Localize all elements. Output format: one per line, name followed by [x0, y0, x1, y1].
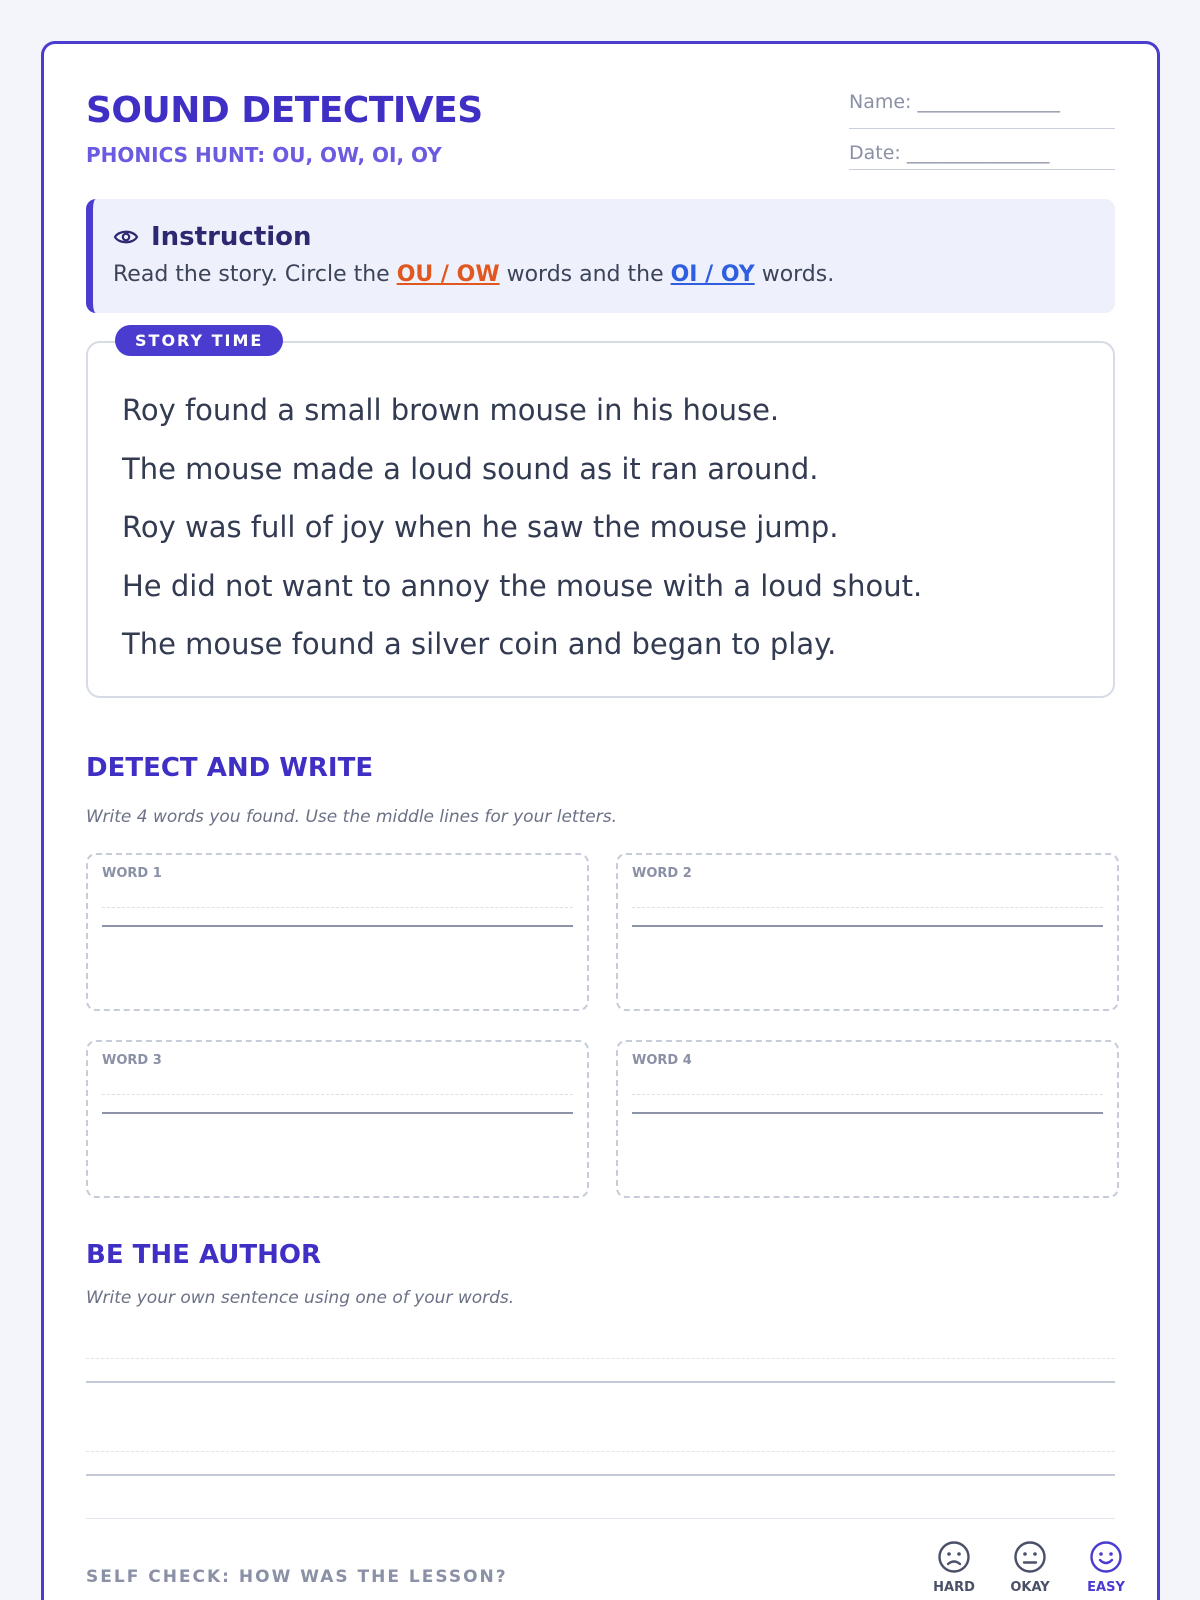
highlight-ou-ow: OU / OW	[396, 262, 500, 287]
story-line[interactable]: The mouse made a loud sound as it ran around.	[122, 451, 819, 486]
story-line[interactable]: Roy found a small brown mouse in his house.	[122, 393, 780, 427]
self-check-easy[interactable]	[1076, 1540, 1136, 1595]
word-label: WORD 2	[632, 866, 692, 881]
story-line[interactable]: Roy was full of joy when he saw the mouse jump.	[122, 510, 839, 544]
footer-divider	[86, 1518, 1115, 1519]
name-date-block	[849, 88, 1115, 170]
author-midline-2	[86, 1451, 1115, 1452]
instruction-text-start: Read the story. Circle the	[113, 262, 397, 287]
worksheet	[41, 41, 1160, 1600]
instruction-title: Instruction	[151, 222, 312, 252]
author-section-subtitle: Write your own sentence using one of your words.	[86, 1288, 515, 1308]
word-midline	[102, 1094, 573, 1095]
word-label: WORD 3	[102, 1053, 162, 1068]
instruction-box	[86, 199, 1115, 313]
date-field[interactable]: Date: _______________	[849, 129, 1115, 170]
highlight-oi-oy: OI / OY	[670, 262, 755, 287]
author-section-title: BE THE AUTHOR	[86, 1240, 321, 1270]
detect-section-subtitle: Write 4 words you found. Use the middle lines for your letters.	[86, 807, 617, 827]
author-writing-line-2[interactable]	[86, 1474, 1115, 1476]
self-check-option-label: HARD	[933, 1580, 975, 1595]
self-check-option-label: EASY	[1087, 1580, 1125, 1595]
author-midline-1	[86, 1358, 1115, 1359]
detect-section-title: DETECT AND WRITE	[86, 753, 374, 783]
word-label: WORD 1	[102, 866, 162, 881]
self-check-okay[interactable]	[1000, 1540, 1060, 1595]
word-label: WORD 4	[632, 1053, 692, 1068]
page-title: SOUND DETECTIVES	[86, 90, 483, 131]
word-baseline	[632, 925, 1103, 927]
eye-icon	[113, 227, 139, 247]
page-subtitle: PHONICS HUNT: OU, OW, OI, OY	[86, 143, 442, 167]
word-midline	[632, 1094, 1103, 1095]
happy-face-icon	[1089, 1540, 1123, 1574]
word-baseline	[632, 1112, 1103, 1114]
word-box-1[interactable]	[86, 853, 589, 1011]
word-baseline	[102, 925, 573, 927]
instruction-text	[113, 262, 1115, 287]
sad-face-icon	[937, 1540, 971, 1574]
story-line[interactable]: The mouse found a silver coin and began to play.	[122, 627, 837, 661]
author-writing-line-1[interactable]	[86, 1381, 1115, 1383]
instruction-text-end: words.	[754, 262, 835, 287]
instruction-text-middle: words and the	[499, 262, 671, 287]
word-box-3[interactable]	[86, 1040, 589, 1198]
self-check-hard[interactable]	[924, 1540, 984, 1595]
neutral-face-icon	[1013, 1540, 1047, 1574]
story-line[interactable]: He did not want to annoy the mouse with a loud shout.	[122, 568, 923, 603]
name-field[interactable]: Name: _______________	[849, 88, 1115, 129]
word-box-2[interactable]	[616, 853, 1119, 1011]
word-midline	[102, 907, 573, 908]
word-midline	[632, 907, 1103, 908]
story-badge: STORY TIME	[115, 325, 283, 356]
word-baseline	[102, 1112, 573, 1114]
instruction-header	[113, 222, 1115, 252]
story-box	[86, 331, 1115, 698]
word-box-4[interactable]	[616, 1040, 1119, 1198]
self-check-label: SELF CHECK: HOW WAS THE LESSON?	[86, 1567, 508, 1587]
self-check-option-label: OKAY	[1010, 1580, 1050, 1595]
